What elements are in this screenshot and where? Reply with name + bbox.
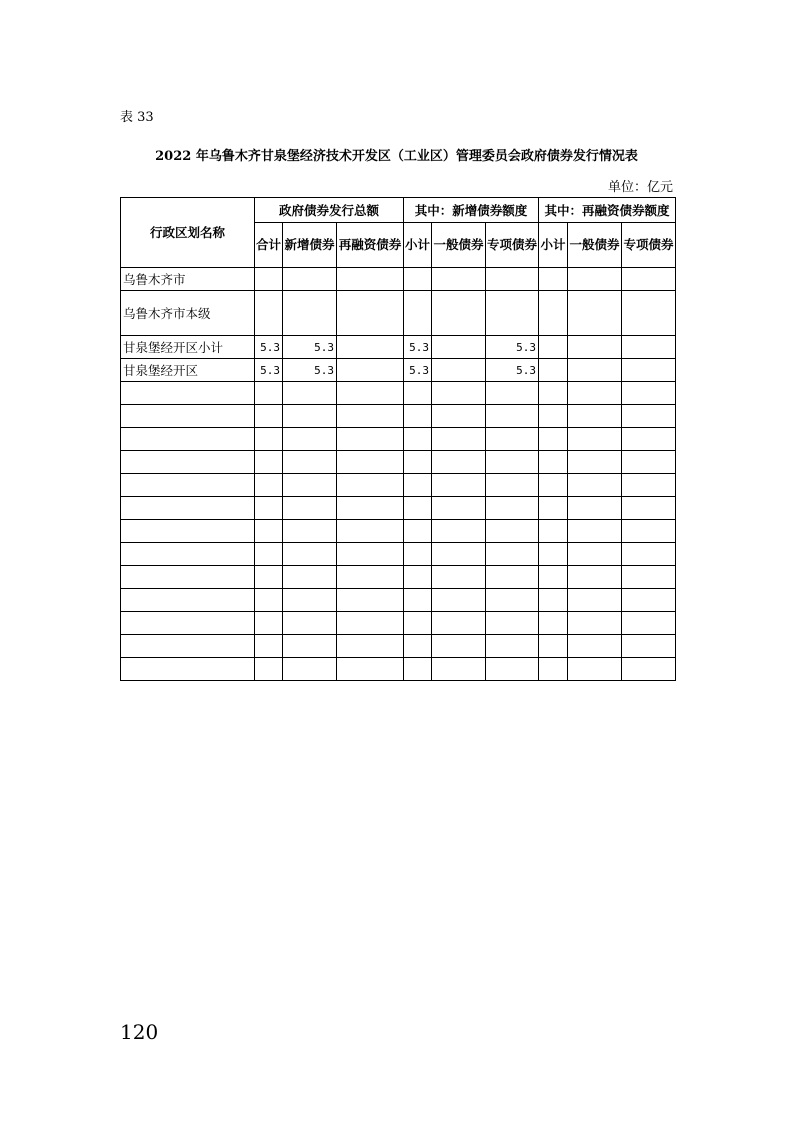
value-cell — [337, 543, 404, 566]
header-new-special: 专项债券 — [486, 223, 539, 268]
value-cell — [432, 658, 486, 681]
value-cell — [432, 497, 486, 520]
value-cell — [255, 451, 283, 474]
value-cell — [622, 543, 676, 566]
region-name-cell — [121, 451, 255, 474]
value-cell — [432, 566, 486, 589]
table-row — [121, 336, 676, 359]
value-cell: 5.3 — [283, 336, 337, 359]
table-row — [121, 566, 676, 589]
value-cell — [539, 589, 568, 612]
value-cell — [622, 336, 676, 359]
value-cell — [539, 268, 568, 291]
value-cell — [337, 612, 404, 635]
table-row — [121, 543, 676, 566]
value-cell: 5.3 — [404, 359, 432, 382]
header-group-total: 政府债券发行总额 — [255, 198, 404, 223]
value-cell — [337, 520, 404, 543]
header-total-new: 新增债券 — [283, 223, 337, 268]
value-cell — [539, 612, 568, 635]
region-name-cell — [121, 520, 255, 543]
value-cell — [622, 635, 676, 658]
value-cell — [539, 635, 568, 658]
value-cell — [568, 405, 622, 428]
value-cell — [432, 382, 486, 405]
value-cell: 5.3 — [255, 359, 283, 382]
region-name-cell: 乌鲁木齐市本级 — [121, 291, 255, 336]
value-cell — [337, 382, 404, 405]
value-cell — [622, 382, 676, 405]
value-cell — [404, 612, 432, 635]
value-cell — [539, 658, 568, 681]
value-cell — [337, 291, 404, 336]
value-cell — [404, 428, 432, 451]
value-cell — [568, 497, 622, 520]
value-cell — [568, 543, 622, 566]
value-cell — [622, 405, 676, 428]
value-cell — [404, 658, 432, 681]
value-cell — [539, 497, 568, 520]
table-row — [121, 658, 676, 681]
value-cell — [486, 474, 539, 497]
value-cell — [255, 497, 283, 520]
region-name-cell — [121, 635, 255, 658]
value-cell — [486, 451, 539, 474]
value-cell — [283, 658, 337, 681]
value-cell — [283, 405, 337, 428]
value-cell — [622, 268, 676, 291]
value-cell — [622, 566, 676, 589]
table-row — [121, 589, 676, 612]
page-number: 120 — [120, 1020, 159, 1044]
value-cell — [486, 658, 539, 681]
value-cell — [539, 520, 568, 543]
value-cell — [283, 543, 337, 566]
value-cell — [568, 658, 622, 681]
value-cell — [539, 428, 568, 451]
value-cell — [255, 291, 283, 336]
value-cell: 5.3 — [404, 336, 432, 359]
value-cell — [404, 566, 432, 589]
table-row — [121, 268, 676, 291]
table-row — [121, 474, 676, 497]
value-cell — [283, 451, 337, 474]
unit-label: 单位：亿元 — [607, 180, 673, 195]
value-cell — [404, 451, 432, 474]
table-row — [121, 520, 676, 543]
table-row — [121, 382, 676, 405]
header-total-sum: 合计 — [255, 223, 283, 268]
value-cell — [337, 635, 404, 658]
value-cell — [337, 405, 404, 428]
value-cell — [404, 543, 432, 566]
value-cell — [283, 566, 337, 589]
region-name-cell — [121, 589, 255, 612]
value-cell — [486, 405, 539, 428]
region-name-cell — [121, 612, 255, 635]
value-cell — [255, 658, 283, 681]
value-cell — [486, 612, 539, 635]
value-cell — [432, 268, 486, 291]
value-cell — [404, 291, 432, 336]
value-cell — [568, 336, 622, 359]
header-total-refi: 再融资债券 — [337, 223, 404, 268]
table-row — [121, 428, 676, 451]
value-cell — [255, 612, 283, 635]
value-cell — [432, 428, 486, 451]
value-cell — [255, 382, 283, 405]
value-cell — [622, 520, 676, 543]
value-cell — [404, 474, 432, 497]
value-cell — [568, 589, 622, 612]
value-cell: 5.3 — [486, 336, 539, 359]
table-row — [121, 612, 676, 635]
value-cell — [432, 520, 486, 543]
value-cell — [404, 497, 432, 520]
value-cell — [432, 336, 486, 359]
value-cell — [283, 382, 337, 405]
value-cell — [622, 589, 676, 612]
value-cell — [539, 382, 568, 405]
value-cell — [255, 405, 283, 428]
value-cell — [539, 566, 568, 589]
header-refi-subtotal: 小计 — [539, 223, 568, 268]
value-cell — [404, 405, 432, 428]
header-refi-general: 一般债券 — [568, 223, 622, 268]
bond-issuance-table — [120, 197, 676, 681]
value-cell — [568, 428, 622, 451]
value-cell: 5.3 — [255, 336, 283, 359]
value-cell — [255, 428, 283, 451]
value-cell — [283, 291, 337, 336]
value-cell — [432, 359, 486, 382]
value-cell — [486, 497, 539, 520]
value-cell — [486, 543, 539, 566]
value-cell — [486, 635, 539, 658]
value-cell — [539, 451, 568, 474]
value-cell — [255, 474, 283, 497]
value-cell — [283, 268, 337, 291]
value-cell — [337, 497, 404, 520]
region-name-cell: 乌鲁木齐市 — [121, 268, 255, 291]
region-name-cell — [121, 405, 255, 428]
header-new-general: 一般债券 — [432, 223, 486, 268]
value-cell — [432, 635, 486, 658]
value-cell — [404, 589, 432, 612]
value-cell — [255, 520, 283, 543]
value-cell — [255, 566, 283, 589]
value-cell — [337, 566, 404, 589]
value-cell — [283, 635, 337, 658]
value-cell — [486, 520, 539, 543]
value-cell — [568, 382, 622, 405]
value-cell — [568, 566, 622, 589]
value-cell — [255, 268, 283, 291]
region-name-cell — [121, 428, 255, 451]
value-cell — [568, 520, 622, 543]
value-cell — [486, 428, 539, 451]
region-name-cell: 甘泉堡经开区 — [121, 359, 255, 382]
value-cell — [486, 566, 539, 589]
value-cell — [568, 359, 622, 382]
header-group-new: 其中：新增债券额度 — [404, 198, 539, 223]
value-cell — [337, 428, 404, 451]
value-cell — [432, 451, 486, 474]
value-cell — [337, 658, 404, 681]
value-cell — [337, 589, 404, 612]
value-cell — [622, 359, 676, 382]
value-cell — [283, 612, 337, 635]
value-cell — [337, 474, 404, 497]
value-cell — [432, 543, 486, 566]
table-row — [121, 291, 676, 336]
value-cell — [432, 291, 486, 336]
region-name-cell — [121, 543, 255, 566]
value-cell — [539, 474, 568, 497]
region-name-cell: 甘泉堡经开区小计 — [121, 336, 255, 359]
value-cell — [622, 291, 676, 336]
value-cell — [568, 268, 622, 291]
document-title: 2022 年乌鲁木齐甘泉堡经济技术开发区（工业区）管理委员会政府债券发行情况表 — [155, 149, 638, 164]
region-name-cell — [121, 474, 255, 497]
region-name-cell — [121, 497, 255, 520]
table-row — [121, 635, 676, 658]
value-cell — [255, 589, 283, 612]
value-cell — [622, 474, 676, 497]
table-row — [121, 451, 676, 474]
table-row — [121, 497, 676, 520]
value-cell — [432, 612, 486, 635]
value-cell — [404, 520, 432, 543]
value-cell — [337, 336, 404, 359]
value-cell — [432, 589, 486, 612]
value-cell — [432, 405, 486, 428]
value-cell — [404, 268, 432, 291]
value-cell — [283, 520, 337, 543]
table-number: 表 33 — [120, 110, 154, 125]
region-name-cell — [121, 566, 255, 589]
value-cell — [337, 359, 404, 382]
value-cell — [568, 612, 622, 635]
value-cell — [486, 291, 539, 336]
header-refi-special: 专项债券 — [622, 223, 676, 268]
value-cell — [568, 635, 622, 658]
value-cell — [622, 451, 676, 474]
value-cell — [255, 635, 283, 658]
value-cell — [337, 451, 404, 474]
table-row — [121, 359, 676, 382]
value-cell — [283, 589, 337, 612]
value-cell — [622, 497, 676, 520]
region-name-cell — [121, 658, 255, 681]
table-row — [121, 405, 676, 428]
value-cell — [283, 474, 337, 497]
region-name-cell — [121, 382, 255, 405]
value-cell — [568, 291, 622, 336]
value-cell — [283, 428, 337, 451]
value-cell — [539, 405, 568, 428]
header-region-name: 行政区划名称 — [121, 198, 255, 268]
value-cell — [486, 382, 539, 405]
value-cell — [622, 428, 676, 451]
value-cell — [404, 635, 432, 658]
value-cell — [337, 268, 404, 291]
value-cell — [622, 612, 676, 635]
value-cell — [404, 382, 432, 405]
value-cell — [486, 589, 539, 612]
value-cell — [539, 543, 568, 566]
value-cell — [486, 268, 539, 291]
value-cell: 5.3 — [283, 359, 337, 382]
value-cell — [283, 497, 337, 520]
value-cell — [432, 474, 486, 497]
header-new-subtotal: 小计 — [404, 223, 432, 268]
header-group-refi: 其中：再融资债券额度 — [539, 198, 676, 223]
value-cell — [539, 291, 568, 336]
value-cell — [622, 658, 676, 681]
value-cell — [539, 359, 568, 382]
value-cell — [568, 474, 622, 497]
value-cell — [539, 336, 568, 359]
value-cell — [568, 451, 622, 474]
value-cell — [255, 543, 283, 566]
value-cell: 5.3 — [486, 359, 539, 382]
